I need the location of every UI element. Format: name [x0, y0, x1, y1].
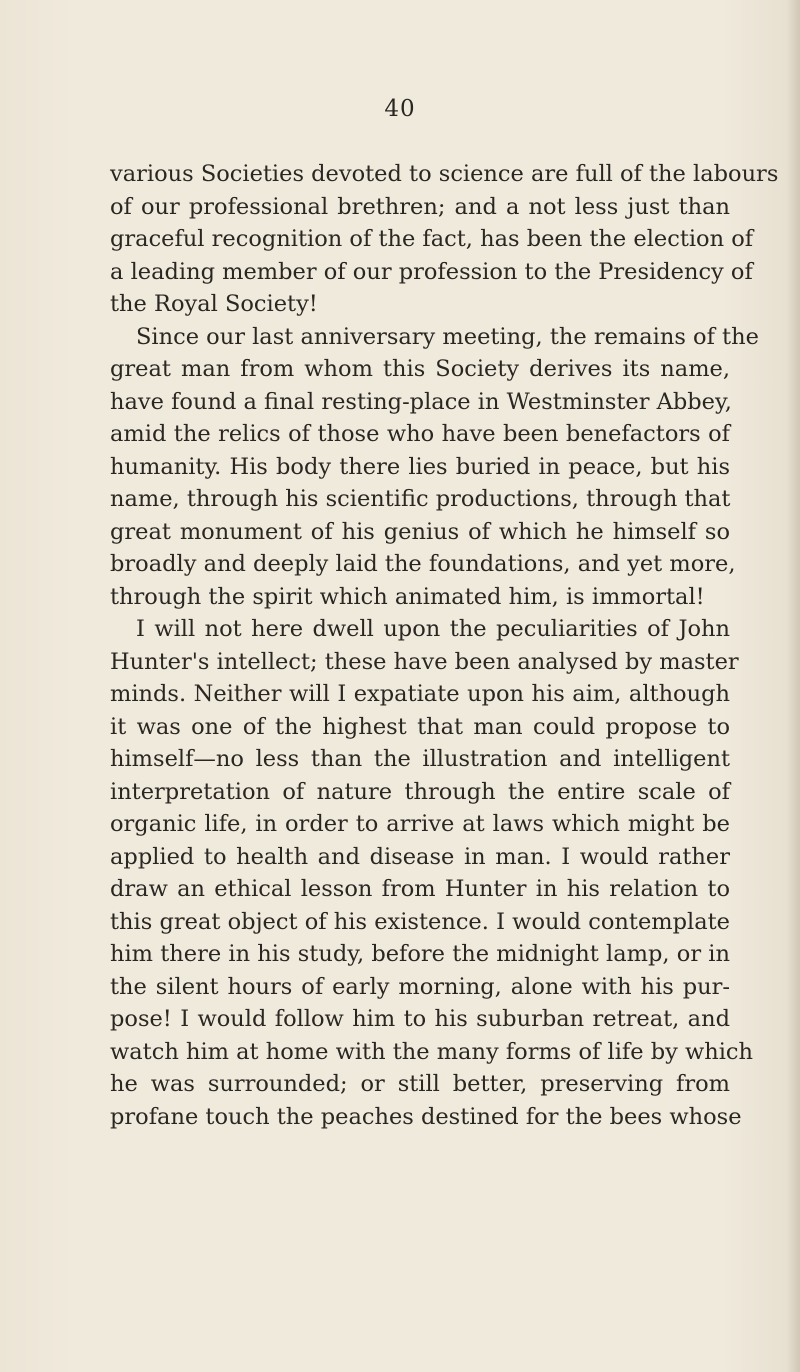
- text-line: the silent hours of early morning, alone with his pur-: [110, 973, 730, 1000]
- text-line: great monument of his genius of which he himself so: [110, 518, 730, 545]
- text-line: draw an ethical lesson from Hunter in his relation to: [110, 876, 730, 902]
- body-text: [110, 158, 779, 1133]
- text-line: great man from whom this Society derives its name,: [110, 356, 730, 382]
- text-line: applied to health and disease in man. I would rather: [110, 843, 730, 870]
- text-line: Hunter's intellect; these have been analysed by master: [110, 648, 739, 675]
- text-line: broadly and deeply laid the foundations, and yet more,: [110, 551, 736, 577]
- text-line: this great object of his existence. I would contemplate: [110, 908, 730, 935]
- text-line: through the spirit which animated him, is immortal!: [110, 583, 705, 610]
- text-line: Since our last anniversary meeting, the remains of the: [136, 323, 759, 350]
- text-line: of our professional brethren; and a not less just than: [110, 193, 730, 220]
- text-line: interpretation of nature through the entire scale of: [110, 778, 730, 805]
- text-line: himself—no less than the illustration and intelligent: [110, 746, 730, 772]
- text-line: watch him at home with the many forms of life by which: [110, 1038, 754, 1065]
- page-edge-shadow: [786, 0, 800, 1372]
- text-line: pose! I would follow him to his suburban retreat, and: [110, 1006, 730, 1032]
- text-line: a leading member of our profession to the Presidency of: [110, 258, 753, 285]
- text-line: him there in his study, before the midnight lamp, or in: [110, 941, 730, 967]
- text-line: I will not here dwell upon the peculiarities of John: [136, 616, 730, 642]
- text-line: various Societies devoted to science are full of the labours: [110, 161, 779, 187]
- text-line: minds. Neither will I expatiate upon his aim, although: [110, 681, 730, 707]
- text-line: the Royal Society!: [110, 291, 318, 317]
- text-line: graceful recognition of the fact, has been the election of: [110, 226, 754, 252]
- text-line: amid the relics of those who have been benefactors of: [110, 421, 730, 447]
- text-line: he was surrounded; or still better, preserving from: [110, 1071, 730, 1097]
- text-line: name, through his scientific productions, through that: [110, 486, 731, 512]
- text-line: it was one of the highest that man could propose to: [110, 713, 730, 740]
- text-line: organic life, in order to arrive at laws which might be: [110, 811, 730, 837]
- text-line: profane touch the peaches destined for the bees whose: [110, 1103, 742, 1130]
- text-line: have found a final resting-place in Westminster Abbey,: [110, 388, 732, 415]
- text-line: humanity. His body there lies buried in peace, but his: [110, 453, 730, 480]
- page-number: 40: [384, 96, 416, 122]
